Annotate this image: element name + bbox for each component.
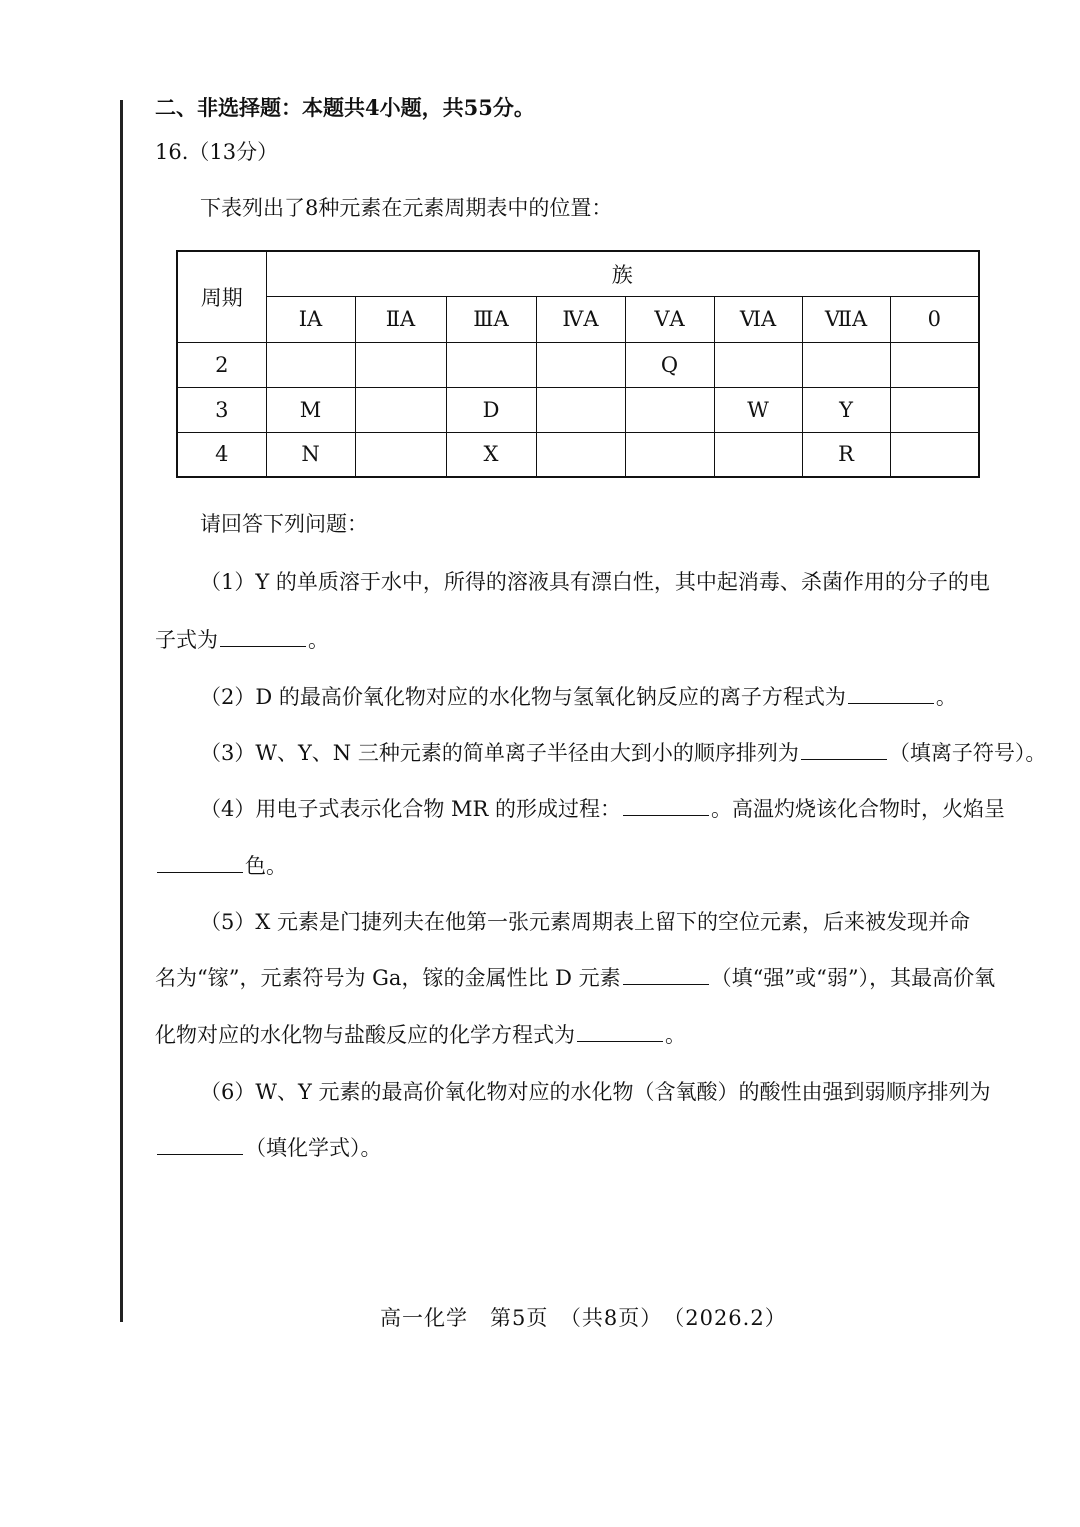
table-cell <box>625 432 714 477</box>
period-number: 3 <box>177 387 266 432</box>
question-6-line-1: （6）W、Y 元素的最高价氧化物对应的水化物（含氧酸）的酸性由强到弱顺序排列为 <box>200 1080 991 1104</box>
question-5-line-1: （5）X 元素是门捷列夫在他第一张元素周期表上留下的空位元素，后来被发现并命 <box>200 910 970 934</box>
table-row <box>177 387 979 432</box>
question-1-text: 子式为 <box>155 628 218 652</box>
question-5-text-3: 化物对应的水化物与盐酸反应的化学方程式为 <box>155 1023 575 1047</box>
question-3 <box>200 737 1046 767</box>
period-number: 2 <box>177 342 266 387</box>
group-label: ⅥA <box>714 296 802 342</box>
page-footer: 高一化学 第5页 （共8页） （2026.2） <box>380 1306 787 1330</box>
question-4-text: （4）用电子式表示化合物 MR 的形成过程： <box>200 797 622 821</box>
table-cell <box>714 342 802 387</box>
table-cell <box>802 342 890 387</box>
table-cell: Q <box>625 342 714 387</box>
table-row <box>177 342 979 387</box>
group-label: ⅣA <box>536 296 625 342</box>
table-cell <box>355 387 446 432</box>
question-5-line-2 <box>155 962 995 992</box>
table-cell: N <box>266 432 355 477</box>
group-header: 族 <box>266 251 979 296</box>
question-3-end: （填离子符号）。 <box>888 741 1047 765</box>
answer-blank[interactable] <box>157 1136 243 1155</box>
table-cell: R <box>802 432 890 477</box>
table-cell <box>714 432 802 477</box>
table-cell <box>890 387 979 432</box>
answer-blank[interactable] <box>801 741 887 760</box>
table-cell: M <box>266 387 355 432</box>
table-cell <box>625 387 714 432</box>
group-label: ⅦA <box>802 296 890 342</box>
group-label: ⅢA <box>446 296 536 342</box>
table-cell <box>536 342 625 387</box>
answer-blank[interactable] <box>623 797 709 816</box>
table-cell: Y <box>802 387 890 432</box>
table-cell <box>266 342 355 387</box>
question-number: 16.（13分） <box>155 140 279 164</box>
table-cell <box>355 342 446 387</box>
question-1-end: 。 <box>308 628 329 652</box>
question-5-text-2: （填“强”或“弱”），其最高价氧 <box>710 966 996 990</box>
margin-line <box>120 100 123 1322</box>
answer-blank[interactable] <box>577 1023 663 1042</box>
table-cell <box>890 342 979 387</box>
question-4-end: 色。 <box>245 854 287 878</box>
question-4-line-2 <box>155 850 287 880</box>
question-2-text: （2）D 的最高价氧化物对应的水化物与氢氧化钠反应的离子方程式为 <box>200 685 846 709</box>
question-2-end: 。 <box>935 685 957 709</box>
question-1-line-2 <box>155 624 329 654</box>
question-2 <box>200 681 957 711</box>
group-label: 0 <box>890 296 979 342</box>
intro-text: 下表列出了8种元素在元素周期表中的位置： <box>200 196 613 220</box>
table-cell: X <box>446 432 536 477</box>
question-5-text: 名为“镓”，元素符号为 Ga，镓的金属性比 D 元素 <box>155 966 621 990</box>
table-cell <box>890 432 979 477</box>
section-title: 二、非选择题：本题共4小题，共55分。 <box>155 95 535 120</box>
group-label: ⅤA <box>625 296 714 342</box>
table-cell <box>536 432 625 477</box>
question-4-text-2: 。高温灼烧该化合物时，火焰呈 <box>711 797 1006 821</box>
group-label: ⅡA <box>355 296 446 342</box>
periodic-table <box>176 250 980 478</box>
table-cell <box>355 432 446 477</box>
question-6-end: （填化学式）。 <box>245 1136 382 1160</box>
answer-blank[interactable] <box>220 628 306 647</box>
question-6-line-2 <box>155 1132 382 1162</box>
period-header: 周期 <box>177 251 266 342</box>
answer-blank[interactable] <box>848 685 934 704</box>
period-number: 4 <box>177 432 266 477</box>
question-3-text: （3）W、Y、N 三种元素的简单离子半径由大到小的顺序排列为 <box>200 741 799 765</box>
table-row <box>177 432 979 477</box>
question-1-line-1: （1）Y 的单质溶于水中，所得的溶液具有漂白性，其中起消毒、杀菌作用的分子的电 <box>200 570 990 594</box>
question-4-line-1 <box>200 793 1005 823</box>
table-cell: D <box>446 387 536 432</box>
table-cell <box>446 342 536 387</box>
group-label: ⅠA <box>266 296 355 342</box>
answer-blank[interactable] <box>157 854 243 873</box>
prompt-text: 请回答下列问题： <box>200 512 368 536</box>
question-5-line-3 <box>155 1019 686 1049</box>
table-cell <box>536 387 625 432</box>
table-cell: W <box>714 387 802 432</box>
question-5-end: 。 <box>665 1023 686 1047</box>
answer-blank[interactable] <box>623 966 709 985</box>
